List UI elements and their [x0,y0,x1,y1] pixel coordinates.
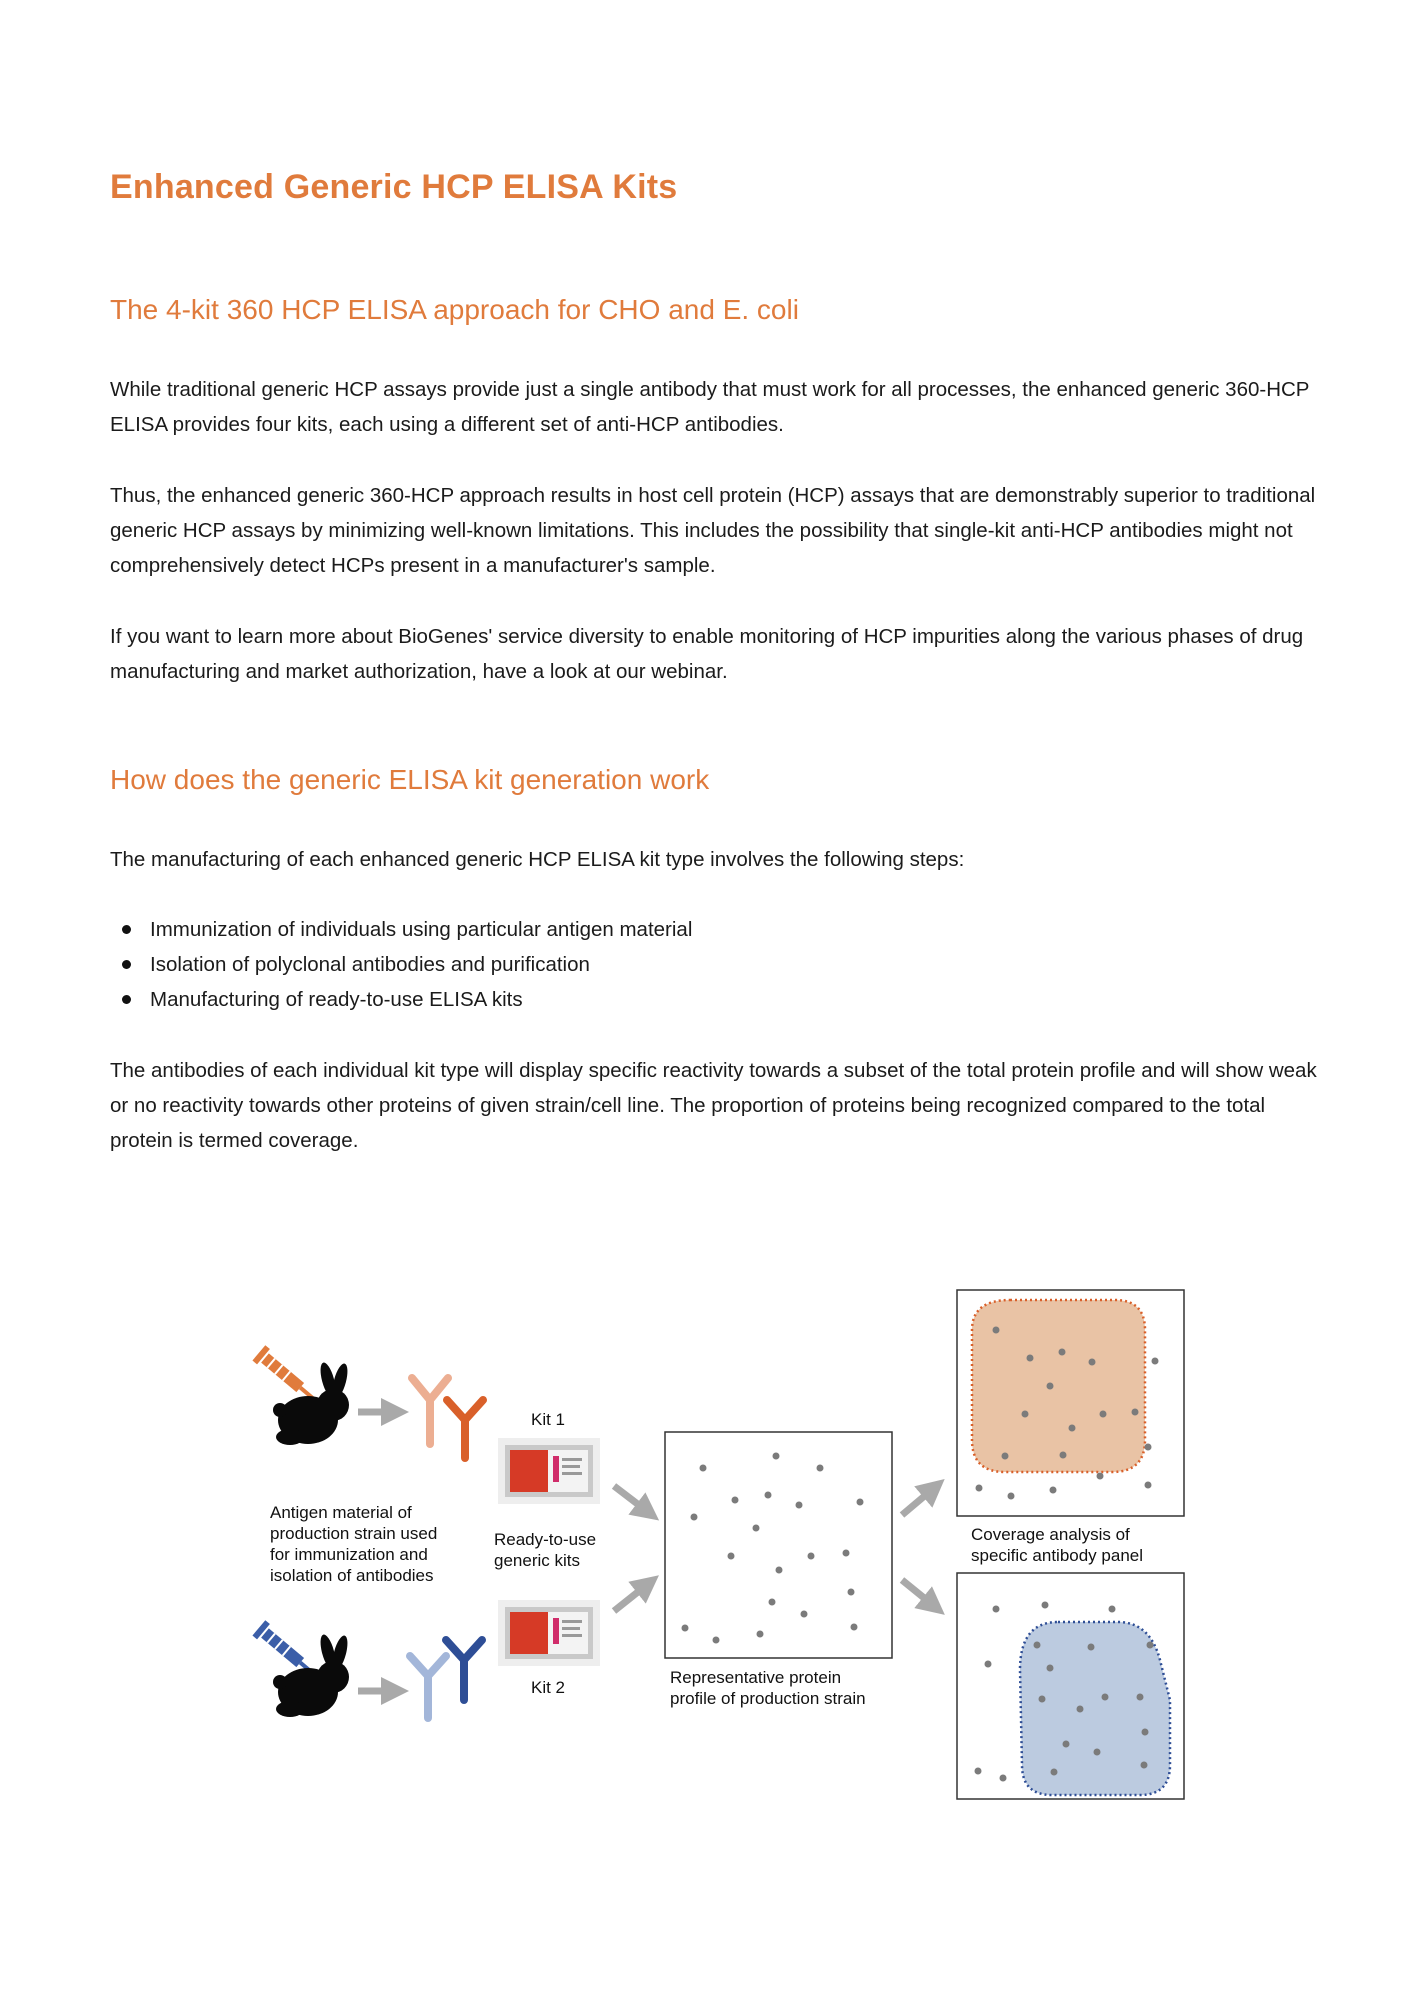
section-heading-how-it-works: How does the generic ELISA kit generation work [110,764,710,795]
page-title: Enhanced Generic HCP ELISA Kits [110,168,678,206]
antibody-orange-icon [447,1400,483,1458]
antibody-light-orange-icon [412,1378,448,1444]
kit1-box-icon [498,1438,600,1504]
profile-caption: Representative protein profile of production strain [670,1668,866,1708]
section-heading-4-kit: The 4-kit 360 HCP ELISA approach for CHO and E. coli [110,294,799,325]
antigen-caption: Antigen material of production strain used for immunization and isolation of antibodies [270,1503,438,1585]
coverage-area-orange [972,1300,1145,1472]
list-item: Isolation of polyclonal antibodies and purification [110,947,692,982]
antibody-blue-icon [446,1640,482,1700]
paragraph-coverage: The antibodies of each individual kit type will display specific reactivity towards a subset of the total protein profile and will show weak or no reactivity towards other proteins of given strain/cell line. The proportion of proteins being recognized compared to the total protein is termed coverage. [110,1059,1317,1152]
paragraph-steps-intro: The manufacturing of each enhanced generic HCP ELISA kit type involves the following steps: [110,848,965,871]
list-item: Immunization of individuals using particular antigen material [110,912,692,947]
kit2-label: Kit 2 [530,1678,566,1697]
coverage-area-blue [1020,1622,1170,1795]
paragraph-intro: While traditional generic HCP assays provide just a single antibody that must work for all processes, the enhanced generic 360-HCP ELISA provides four kits, each using a different set of anti-HCP antibodies. [110,378,1310,436]
paragraph-webinar: If you want to learn more about BioGenes' service diversity to enable monitoring of HCP impurities along the various phases of drug manufacturing and market authorization, have a look at our webinar. [110,625,1304,683]
paragraph-advantages: Thus, the enhanced generic 360-HCP approach results in host cell protein (HCP) assays that are demonstrably superior to traditional generic HCP assays by minimizing well-known limitations. This includes the possibility that single-kit anti-HCP antibodies might not comprehensively detect HCPs present in a manufacturer's sample. [110,484,1316,577]
kits-caption: Ready-to-use generic kits [494,1530,597,1570]
kit1-label: Kit 1 [530,1410,566,1429]
protein-profile-box [665,1432,892,1658]
coverage-caption: Coverage analysis of specific antibody panel [971,1525,1144,1565]
antibody-light-blue-icon [410,1656,446,1718]
kit2-box-icon [498,1600,600,1666]
list-item: Manufacturing of ready-to-use ELISA kits [110,982,692,1017]
